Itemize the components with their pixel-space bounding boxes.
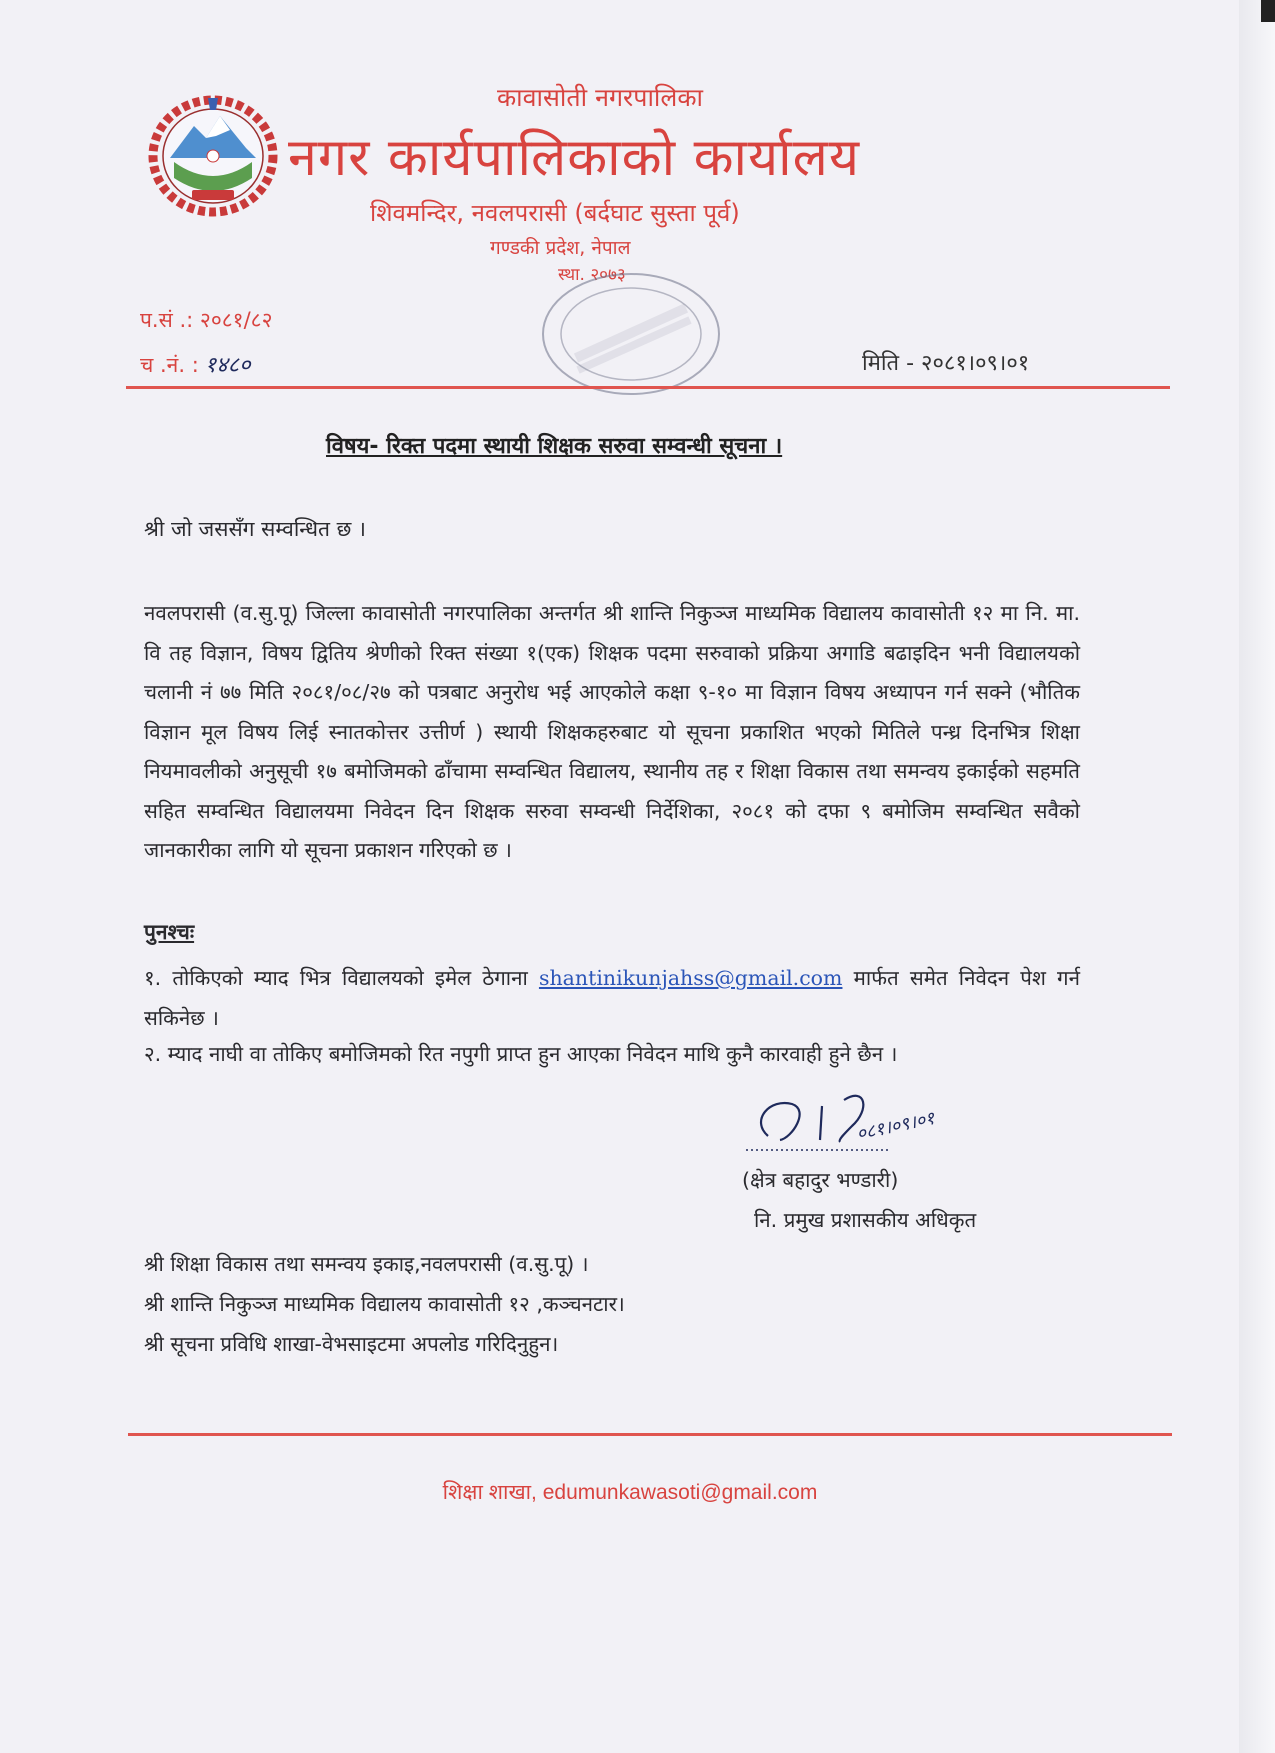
signatory-title: नि. प्रमुख प्रशासकीय अधिकृत <box>754 1208 977 1232</box>
school-email-link[interactable]: shantinikunjahss@gmail.com <box>538 966 843 990</box>
header-divider <box>126 386 1170 389</box>
dispatch-number-ref <box>140 349 251 379</box>
dispatch-handwritten-number: १४८० <box>204 353 251 378</box>
postscript-item-1-tail: मार्फत समेत निवेदन पेश गर्न सकिनेछ । <box>144 966 1080 1030</box>
scan-corner-mark <box>1261 0 1275 22</box>
nepal-emblem-icon <box>146 92 280 218</box>
office-seal-stamp <box>536 268 726 400</box>
postscript-item-2: २. म्याद नाघी वा तोकिए बमोजिमको रित नपुगी प्राप्त हुन आएका निवेदन माथि कुनै कारवाही हुने छैन । <box>144 1042 898 1066</box>
postscript-item-1 <box>144 958 1080 1038</box>
signatory-name: (क्षेत्र बहादुर भण्डारी) <box>742 1168 899 1192</box>
paper-edge-shadow <box>1239 0 1275 1753</box>
postscript-title: पुनश्चः <box>144 920 195 944</box>
salutation: श्री जो जससँग सम्वन्धित छ । <box>144 517 367 541</box>
body-paragraph: नवलपरासी (व.सु.पू) जिल्ला कावासोती नगरपालिका अन्तर्गत श्री शान्ति निकुञ्ज माध्यमिक विद्यालय कावासोती १२ मा नि. मा. वि तह विज्ञान, विषय द्वितिय श्रेणीको रिक्त संख्या १(एक) शिक्षक पदमा सरुवाको प्रक्रिया अगाडि बढाइदिन भनी विद्यालयको चलानी नं ७७ मिति २०८१/०८/२७ को पत्रबाट अनुरोध भई आएकोले कक्षा ९-१० मा विज्ञान विषय अध्यापन गर्न सक्ने (भौतिक विज्ञान मूल विषय लिई स्नातकोत्तर उत्तीर्ण ) स्थायी शिक्षकहरुबाट यो सूचना प्रकाशित भएको मितिले पन्ध्र दिनभित्र शिक्षा नियमावलीको अनुसूची १७ बमोजिमको ढाँचामा सम्वन्धित विद्यालय, स्थानीय तह र शिक्षा विकास तथा समन्वय इकाईको सहमति सहित सम्वन्धित विद्यालयमा निवेदन दिन शिक्षक सरुवा सम्वन्धी निर्देशिका, २०८१ को दफा ९ बमोजिम सम्वन्धित सवैको जानकारीका लागि यो सूचना प्रकाशन गरिएको छ । <box>144 601 1080 862</box>
cc-recipient-3: श्री सूचना प्रविधि शाखा-वेभसाइटमा अपलोड गरिदिनुहुन। <box>144 1332 559 1356</box>
handwritten-signature <box>740 1080 980 1170</box>
postscript-item-1-text: १. तोकिएको म्याद भित्र विद्यालयको इमेल ठेगाना <box>144 966 528 990</box>
established-line: स्था. २०७३ <box>558 265 626 285</box>
footer-divider <box>128 1433 1172 1436</box>
cc-recipient-1: श्री शिक्षा विकास तथा समन्वय इकाइ,नवलपरासी (व.सु.पू) । <box>144 1252 589 1276</box>
footer-contact: शिक्षा शाखा, edumunkawasoti@gmail.com <box>442 1481 818 1504</box>
office-title: नगर कार्यपालिकाको कार्यालय <box>288 128 861 188</box>
municipality-name: कावासोती नगरपालिका <box>496 83 704 112</box>
office-address: शिवमन्दिर, नवलपरासी (बर्दघाट सुस्ता पूर्व) <box>370 199 740 227</box>
subject-line: विषय- रिक्त पदमा स्थायी शिक्षक सरुवा सम्वन्धी सूचना । <box>326 434 783 459</box>
letter-date: मिति - २०८१।०९।०१ <box>862 351 1030 376</box>
dispatch-label: च .नं. : <box>140 353 199 377</box>
cc-recipient-2: श्री शान्ति निकुञ्ज माध्यमिक विद्यालय कावासोती १२ ,कञ्चनटार। <box>144 1292 625 1316</box>
signature-date: ०८१।०९।०१ <box>854 1107 937 1145</box>
fiscal-year-ref: प.सं .: २०८१/८२ <box>140 308 273 332</box>
province-line: गण्डकी प्रदेश, नेपाल <box>490 237 631 259</box>
